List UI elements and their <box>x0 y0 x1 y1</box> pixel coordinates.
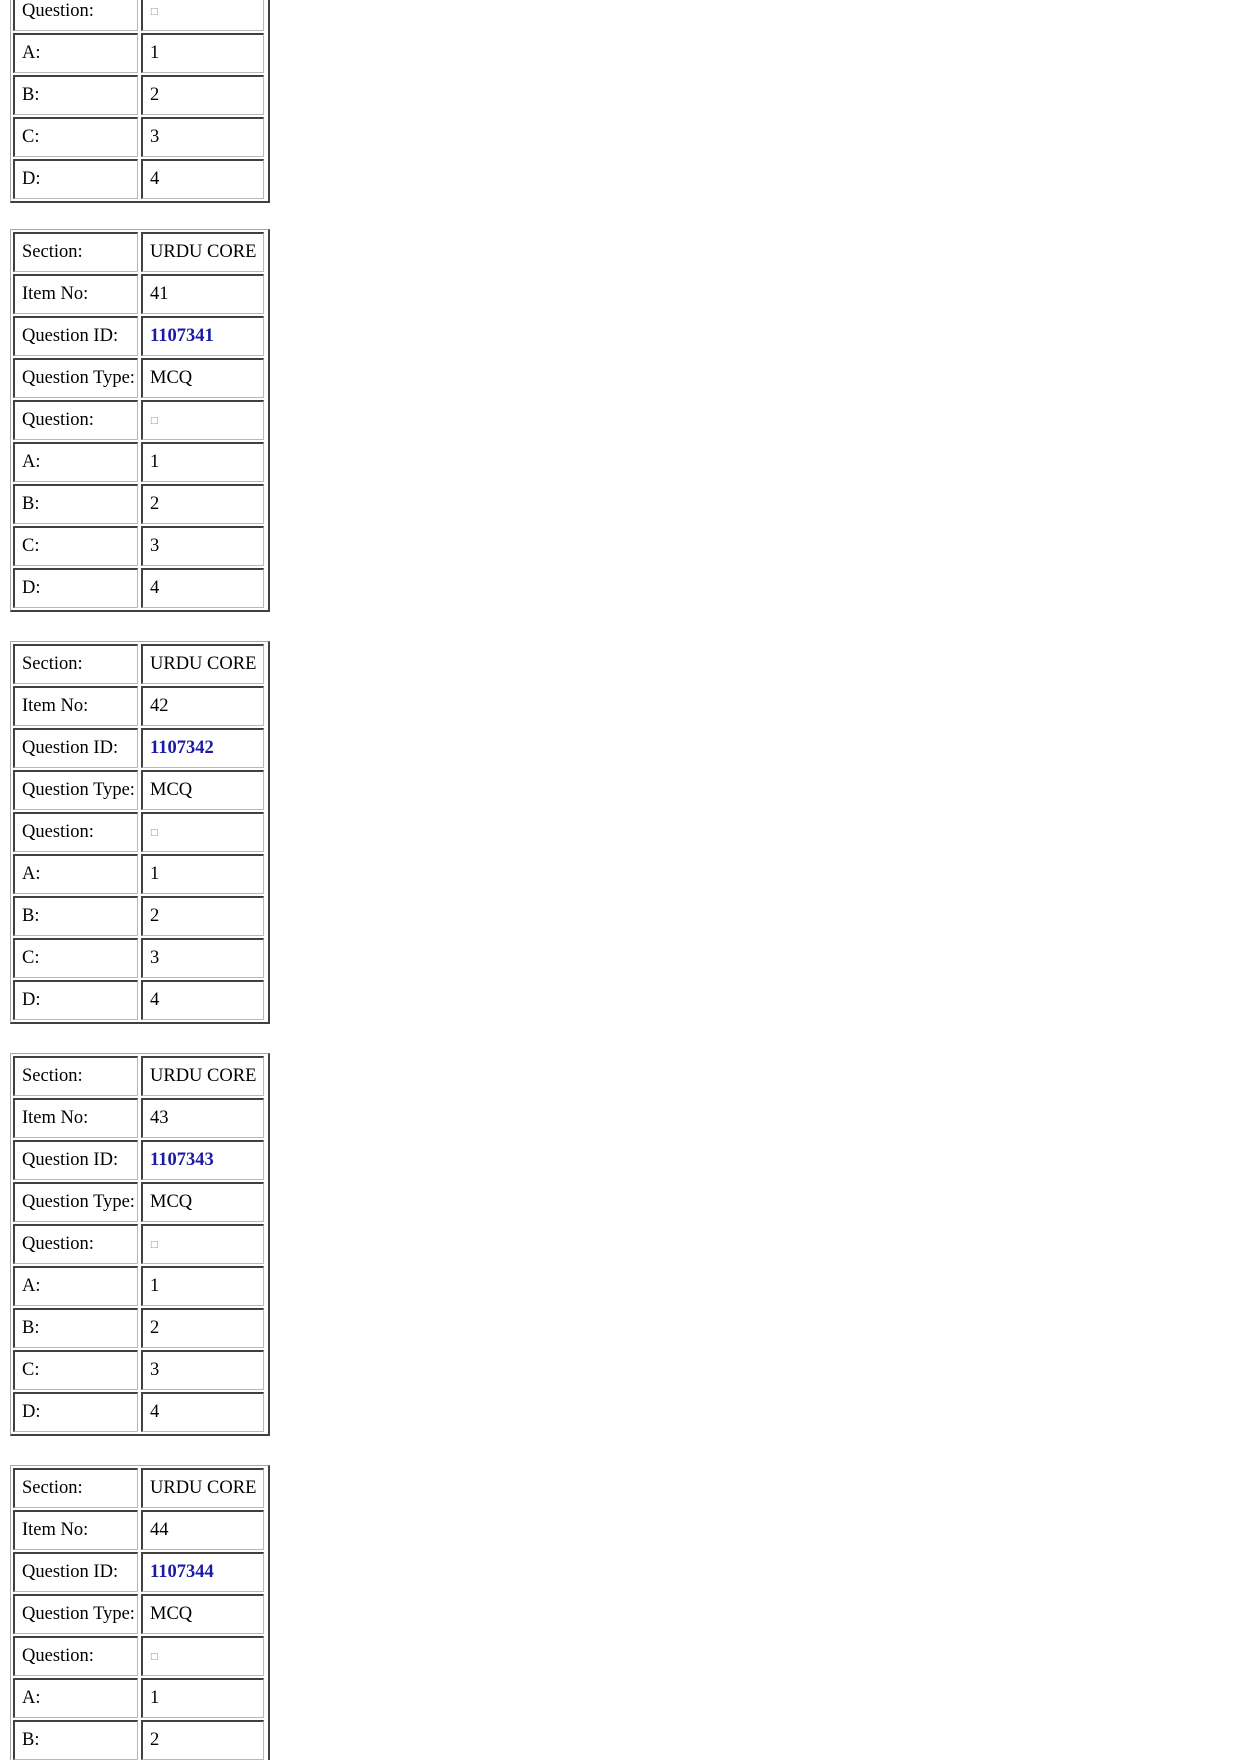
row-question-type <box>13 358 266 398</box>
row-question-id <box>13 1552 266 1592</box>
value-question-type: MCQ <box>141 1594 264 1634</box>
missing-glyph-icon: □ <box>150 827 159 838</box>
missing-glyph-icon: □ <box>150 415 159 426</box>
row-option-d <box>13 1392 266 1432</box>
label-section: Section: <box>13 1056 138 1096</box>
question-id-text: 1107344 <box>150 1562 214 1582</box>
value-question-type: MCQ <box>141 1182 264 1222</box>
row-question <box>13 1636 266 1676</box>
label-c: C: <box>13 1350 138 1390</box>
row-option-c <box>13 526 266 566</box>
question-table-partial <box>10 0 270 203</box>
label-section: Section: <box>13 1468 138 1508</box>
value-a: 1 <box>141 1678 264 1718</box>
missing-glyph-icon: □ <box>150 1239 159 1250</box>
row-option-b <box>13 484 266 524</box>
value-question <box>141 400 264 440</box>
value-item-no: 42 <box>141 686 264 726</box>
missing-glyph-icon: □ <box>150 1651 159 1662</box>
row-item-no <box>13 1510 266 1550</box>
value-c: 3 <box>141 117 264 157</box>
row-option-d <box>13 568 266 608</box>
label-section: Section: <box>13 232 138 272</box>
value-a: 1 <box>141 854 264 894</box>
value-question-id <box>141 316 264 356</box>
row-section <box>13 644 266 684</box>
value-question <box>141 812 264 852</box>
row-question-id <box>13 316 266 356</box>
value-b: 2 <box>141 75 264 115</box>
label-c: C: <box>13 117 138 157</box>
row-option-a <box>13 1266 266 1306</box>
value-d: 4 <box>141 980 264 1020</box>
row-question-id <box>13 1140 266 1180</box>
label-question-type: Question Type: <box>13 358 138 398</box>
label-question: Question: <box>13 812 138 852</box>
label-question-id: Question ID: <box>13 728 138 768</box>
row-option-d <box>13 159 266 199</box>
row-option-b <box>13 896 266 936</box>
row-section <box>13 232 266 272</box>
label-question-id: Question ID: <box>13 1552 138 1592</box>
value-c: 3 <box>141 1350 264 1390</box>
label-question-type: Question Type: <box>13 1182 138 1222</box>
label-question: Question: <box>13 1224 138 1264</box>
label-d: D: <box>13 159 138 199</box>
value-d: 4 <box>141 159 264 199</box>
value-d: 4 <box>141 568 264 608</box>
value-a: 1 <box>141 1266 264 1306</box>
row-item-no <box>13 274 266 314</box>
row-option-a <box>13 1678 266 1718</box>
row-option-b <box>13 1308 266 1348</box>
row-option-b <box>13 1720 266 1758</box>
label-d: D: <box>13 980 138 1020</box>
value-a: 1 <box>141 33 264 73</box>
value-question-type: MCQ <box>141 770 264 810</box>
question-id-text: 1107343 <box>150 1150 214 1170</box>
row-option-d <box>13 980 266 1020</box>
label-a: A: <box>13 854 138 894</box>
row-question-type <box>13 1182 266 1222</box>
value-b: 2 <box>141 1720 264 1760</box>
row-question-id <box>13 728 266 768</box>
value-question-type: MCQ <box>141 358 264 398</box>
label-question-type: Question Type: <box>13 770 138 810</box>
value-c: 3 <box>141 526 264 566</box>
row-section <box>13 1468 266 1508</box>
row-section <box>13 1056 266 1096</box>
value-item-no: 44 <box>141 1510 264 1550</box>
row-question <box>13 400 266 440</box>
row-option-a <box>13 33 266 73</box>
label-a: A: <box>13 1266 138 1306</box>
label-d: D: <box>13 568 138 608</box>
label-b: B: <box>13 1308 138 1348</box>
value-section: URDU CORE <box>141 1056 264 1096</box>
question-id-text: 1107342 <box>150 738 214 758</box>
question-table <box>10 1053 270 1436</box>
label-a: A: <box>13 33 138 73</box>
label-item-no: Item No: <box>13 686 138 726</box>
value-section: URDU CORE <box>141 232 264 272</box>
label-item-no: Item No: <box>13 1510 138 1550</box>
value-question <box>141 1224 264 1264</box>
label-b: B: <box>13 484 138 524</box>
label-question-id: Question ID: <box>13 316 138 356</box>
label-a: A: <box>13 442 138 482</box>
label-item-no: Item No: <box>13 274 138 314</box>
question-table <box>10 641 270 1024</box>
question-table <box>10 1465 270 1760</box>
label-question-type: Question Type: <box>13 1594 138 1634</box>
row-question-type <box>13 770 266 810</box>
question-table <box>10 229 270 612</box>
value-a: 1 <box>141 442 264 482</box>
row-question <box>13 1224 266 1264</box>
value-question <box>141 0 264 31</box>
row-question-type <box>13 1594 266 1634</box>
value-question <box>141 1636 264 1676</box>
value-question-id <box>141 1140 264 1180</box>
row-option-c <box>13 1350 266 1390</box>
value-d: 4 <box>141 1392 264 1432</box>
question-id-text: 1107341 <box>150 326 214 346</box>
row-option-a <box>13 442 266 482</box>
row-option-c <box>13 117 266 157</box>
label-question-id: Question ID: <box>13 1140 138 1180</box>
label-item-no: Item No: <box>13 1098 138 1138</box>
label-b: B: <box>13 896 138 936</box>
label-c: C: <box>13 938 138 978</box>
row-item-no <box>13 1098 266 1138</box>
row-item-no <box>13 686 266 726</box>
label-question: Question: <box>13 1636 138 1676</box>
value-question-id <box>141 1552 264 1592</box>
label-question: Question: <box>13 400 138 440</box>
value-section: URDU CORE <box>141 644 264 684</box>
value-c: 3 <box>141 938 264 978</box>
value-question-id <box>141 728 264 768</box>
label-section: Section: <box>13 644 138 684</box>
value-item-no: 41 <box>141 274 264 314</box>
row-question <box>13 812 266 852</box>
value-section: URDU CORE <box>141 1468 264 1508</box>
value-b: 2 <box>141 484 264 524</box>
missing-glyph-icon: □ <box>150 6 159 17</box>
label-b: B: <box>13 1720 138 1760</box>
value-b: 2 <box>141 1308 264 1348</box>
row-question <box>13 0 266 31</box>
label-question: Question: <box>13 0 138 31</box>
label-b: B: <box>13 75 138 115</box>
value-item-no: 43 <box>141 1098 264 1138</box>
row-option-c <box>13 938 266 978</box>
value-b: 2 <box>141 896 264 936</box>
row-option-b <box>13 75 266 115</box>
label-a: A: <box>13 1678 138 1718</box>
label-c: C: <box>13 526 138 566</box>
row-option-a <box>13 854 266 894</box>
label-d: D: <box>13 1392 138 1432</box>
